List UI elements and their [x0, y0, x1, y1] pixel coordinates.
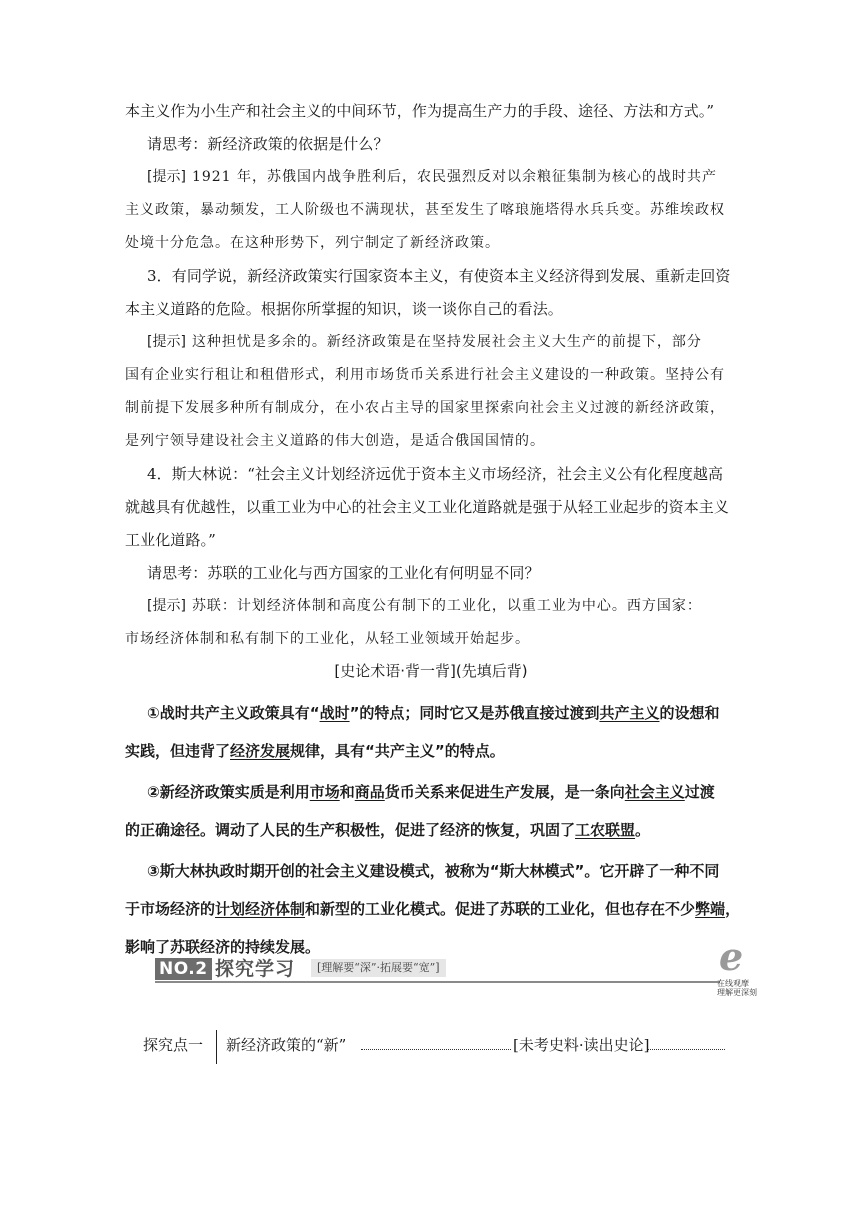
hint-tag: [提示]	[147, 334, 186, 350]
term-3-line-2: 于市场经济的计划经济体制和新型的工业化模式。促进了苏联的工业化，但也存在不少弊端，	[125, 900, 741, 918]
explore-point-row	[143, 1030, 743, 1064]
term-3-line-1: ③斯大林执政时期开创的社会主义建设模式，被称为“斯大林模式”。它开辟了一种不同	[147, 862, 720, 880]
question-3-line-2: 本主义道路的危险。根据你所掌握的知识，谈一谈你自己的看法。	[125, 300, 563, 318]
hint-3-line-4: 是列宁领导建设社会主义道路的伟大创造，是适合俄国国情的。	[125, 433, 545, 449]
hint-3-line-2: 国有企业实行租让和租借形式，利用市场货币关系进行社会主义建设的一种政策。坚持公有	[125, 367, 725, 383]
term-2-line-2: 的正确途径。调动了人民的生产积极性，促进了经济的恢复，巩固了工农联盟。	[125, 821, 651, 839]
logo-line-2: 理解更深刻	[717, 988, 757, 997]
explore-note: [未考史料·读出史论]	[513, 1036, 650, 1054]
hint-tag: [提示]	[147, 598, 186, 614]
hint-1-line-2: 主义政策，暴动频发，工人阶级也不满现状，甚至发生了喀琅施塔得水兵兵变。苏维埃政权	[125, 202, 725, 218]
question-3-line-1: 3．有同学说，新经济政策实行国家资本主义，有使资本主义经济得到发展、重新走回资	[147, 267, 731, 285]
hint-4-line-2: 市场经济体制和私有制下的工业化，从轻工业领域开始起步。	[125, 631, 530, 647]
section-title: [史论术语·背一背](先填后背)	[334, 662, 528, 680]
question-basis: 请思考：新经济政策的依据是什么？	[147, 135, 389, 153]
question-4-think: 请思考：苏联的工业化与西方国家的工业化有何明显不同？	[147, 564, 540, 582]
banner-number: NO.2	[155, 958, 212, 980]
e-logo-icon: e	[719, 934, 744, 979]
online-view-logo[interactable]	[715, 934, 771, 997]
explore-title: 新经济政策的“新”	[226, 1036, 347, 1054]
question-4-line-3: 工业化道路。”	[125, 531, 216, 549]
hint-1-line-1: [提示] 1921 年，苏俄国内战争胜利后，农民强烈反对以余粮征集制为核心的战时共产	[147, 169, 718, 185]
logo-line-1: 在线观摩	[717, 979, 749, 988]
banner-subtitle: [理解要“深”·拓展要“宽”]	[311, 959, 446, 977]
term-2-line-1: ②新经济政策实质是利用市场和商品货币关系来促进生产发展，是一条向社会主义过渡	[147, 783, 715, 801]
hint-3-line-3: 制前提下发展多种所有制成分，在小农占主导的国家里探索向社会主义过渡的新经济政策，	[125, 400, 725, 416]
explore-divider	[216, 1030, 217, 1064]
hint-1-line-3: 处境十分危急。在这种形势下，列宁制定了新经济政策。	[125, 235, 500, 251]
term-3-line-3: 影响了苏联经济的持续发展。	[125, 938, 321, 956]
term-1-line-1: ①战时共产主义政策具有“战时”的特点；同时它又是苏俄直接过渡到共产主义的设想和	[147, 704, 720, 722]
hint-tag: [提示]	[147, 169, 186, 185]
paragraph-quote-end: 本主义作为小生产和社会主义的中间环节，作为提高生产力的手段、途径、方法和方式。”	[125, 102, 715, 120]
hint-4-line-1: [提示] 苏联：计划经济体制和高度公有制下的工业化，以重工业为中心。西方国家：	[147, 598, 702, 614]
dotted-leader	[361, 1049, 511, 1050]
hint-3-line-1: [提示] 这种担忧是多余的。新经济政策是在坚持发展社会主义大生产的前提下，部分	[147, 334, 702, 350]
dotted-leader	[648, 1049, 725, 1050]
term-1-line-2: 实践，但违背了经济发展规律，具有“共产主义”的特点。	[125, 742, 505, 760]
banner-title: 探究学习	[215, 958, 296, 980]
explore-label: 探究点一	[143, 1036, 204, 1054]
question-4-line-2: 就越具有优越性，以重工业为中心的社会主义工业化道路就是强于从轻工业起步的资本主义	[125, 498, 730, 516]
question-4-line-1: 4．斯大林说：“社会主义计划经济远优于资本主义市场经济，社会主义公有化程度越高	[147, 465, 724, 483]
